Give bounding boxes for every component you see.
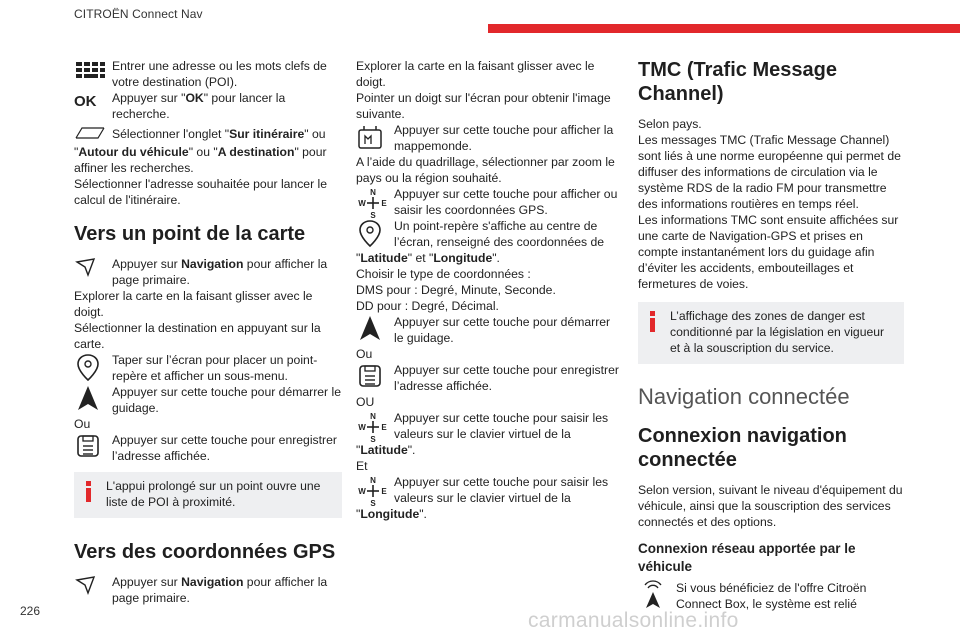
list-item: Taper sur l’écran pour placer un point-repère et afficher un sous-menu. bbox=[74, 352, 342, 384]
compass-north-label: N bbox=[370, 188, 376, 197]
column-right bbox=[638, 58, 904, 612]
keyboard-icon bbox=[74, 58, 112, 90]
compass-east-label: E bbox=[381, 423, 387, 432]
search-instruction: Entrer une adresse ou les mots clefs de votre destination (POI). bbox=[112, 59, 327, 89]
section-heading: Connexion navigation connectée bbox=[638, 425, 847, 471]
list-item: Appuyer sur cette touche pour démarrer le guidage. bbox=[74, 384, 342, 416]
info-icon bbox=[86, 481, 91, 501]
paragraph: DD pour : Degré, Décimal. bbox=[356, 299, 499, 313]
header-accent-bar bbox=[488, 24, 960, 33]
section-heading: Vers un point de la carte bbox=[74, 223, 306, 245]
compass-west-label: W bbox=[358, 423, 366, 432]
list-item: Appuyer sur Navigation pour afficher la page primaire. bbox=[74, 256, 342, 288]
column-left bbox=[74, 58, 342, 606]
compass-south-label: S bbox=[370, 435, 376, 444]
paragraph: DMS pour : Degré, Minute, Seconde. bbox=[356, 283, 556, 297]
location-pin-icon bbox=[74, 352, 112, 384]
list-item: Sélectionner l'onglet "Sur itinéraire" ou "Autour du véhicule" ou "A destination" pour affiner les recherches. bbox=[74, 127, 327, 175]
location-pin-icon bbox=[356, 218, 394, 236]
compass-north-label: N bbox=[370, 412, 376, 421]
compass-east-label: E bbox=[381, 487, 387, 496]
paragraph: Ou bbox=[74, 417, 91, 431]
list-item: N S W E Appuyer sur cette touche pour saisir les valeurs sur le clavier virtuel de la "Longitude". bbox=[356, 475, 609, 521]
list-item: N S W E Appuyer sur cette touche pour afficher ou saisir les coordonnées GPS. bbox=[356, 186, 620, 218]
list-item: Appuyer sur cette touche pour démarrer le guidage. bbox=[356, 314, 620, 346]
save-icon bbox=[356, 362, 394, 394]
list-item: N S W E Appuyer sur cette touche pour saisir les valeurs sur le clavier virtuel de la "Latitude". bbox=[356, 411, 609, 457]
compass-south-label: S bbox=[370, 499, 376, 508]
compass-west-label: W bbox=[358, 199, 366, 208]
start-guidance-icon bbox=[74, 384, 112, 416]
section-heading: Vers des coordonnées GPS bbox=[74, 541, 336, 563]
info-icon bbox=[650, 311, 655, 331]
list-item: Un point-repère s'affiche au centre de l’écran, renseigné des coordonnées de "Latitude" et "Longitude". bbox=[356, 219, 605, 265]
compass-east-label: E bbox=[381, 199, 387, 208]
list-item: Appuyer sur cette touche pour enregistrer l’adresse affichée. bbox=[74, 432, 342, 464]
list-item: Appuyer sur cette touche pour enregistrer l’adresse affichée. bbox=[356, 362, 620, 394]
paragraph: OU bbox=[356, 395, 375, 409]
list-item: Appuyer sur cette touche pour afficher la mappemonde. bbox=[356, 122, 620, 154]
world-map-icon bbox=[356, 122, 394, 154]
paragraph: Les informations TMC sont ensuite affichées sur une carte de Navigation-GPS et prises en compte instantanément lors du guidage afin d’éviter les accidents, embouteillages et fermetures de voies. bbox=[638, 213, 899, 291]
compass-icon bbox=[356, 186, 394, 218]
ok-icon: OK bbox=[74, 93, 97, 110]
paragraph: Explorer la carte en la faisant glisser avec le doigt. bbox=[356, 59, 595, 89]
compass-icon bbox=[356, 410, 394, 444]
paragraph: Selon version, suivant le niveau d'équipement du véhicule, ainsi que la souscription des services connectés et des options. bbox=[638, 483, 903, 529]
info-note: L’affichage des zones de danger est conditionné par la législation en vigueur et à la souscription du service. bbox=[638, 302, 904, 364]
start-guidance-icon bbox=[356, 314, 394, 346]
list-item: Appuyer sur Navigation pour afficher la page primaire. bbox=[74, 574, 342, 606]
page-number: 226 bbox=[20, 604, 41, 618]
list-item: Si vous bénéficiez de l'offre Citroën Connect Box, le système est relié bbox=[638, 580, 904, 612]
section-heading: TMC (Trafic Message Channel) bbox=[638, 59, 837, 105]
running-header: CITROËN Connect Nav bbox=[74, 7, 203, 21]
tab-icon bbox=[74, 126, 112, 144]
paragraph: A l’aide du quadrillage, sélectionner par zoom le pays ou la région souhaité. bbox=[356, 155, 615, 185]
column-middle bbox=[356, 58, 620, 522]
compass-west-label: W bbox=[358, 487, 366, 496]
paragraph: Pointer un doigt sur l'écran pour obtenir l'image suivante. bbox=[356, 91, 611, 121]
paragraph: Et bbox=[356, 459, 368, 473]
info-note: L'appui prolongé sur un point ouvre une liste de POI à proximité. bbox=[74, 472, 342, 518]
compass-north-label: N bbox=[370, 476, 376, 485]
network-antenna-icon bbox=[638, 580, 676, 612]
paragraph: Explorer la carte en la faisant glisser avec le doigt. bbox=[74, 289, 313, 319]
compass-icon bbox=[356, 474, 394, 508]
paragraph: Sélectionner l'adresse souhaitée pour lancer le calcul de l'itinéraire. bbox=[74, 177, 328, 207]
watermark: carmanualsonline.info bbox=[528, 609, 739, 632]
subsection-heading: Connexion réseau apportée par le véhicule bbox=[638, 541, 856, 574]
compass-south-label: S bbox=[370, 211, 376, 220]
list-item bbox=[74, 58, 342, 90]
paragraph: Sélectionner la destination en appuyant sur la carte. bbox=[74, 321, 321, 351]
paragraph: Selon pays. bbox=[638, 117, 702, 131]
paragraph: Ou bbox=[356, 347, 373, 361]
paragraph: Les messages TMC (Trafic Message Channel) sont liés à une norme européenne qui permet de diffuser des informations de circulation via le système RDS de la radio FM pour transmettre des informations routières en temps réel. bbox=[638, 133, 901, 211]
save-icon bbox=[74, 432, 112, 464]
navigation-arrow-icon bbox=[74, 574, 112, 598]
list-item: OK Appuyer sur "OK" pour lancer la recherche. bbox=[74, 90, 342, 126]
navigation-arrow-icon bbox=[74, 256, 112, 280]
paragraph: Choisir le type de coordonnées : bbox=[356, 267, 531, 281]
chapter-heading: Navigation connectée bbox=[638, 384, 850, 409]
